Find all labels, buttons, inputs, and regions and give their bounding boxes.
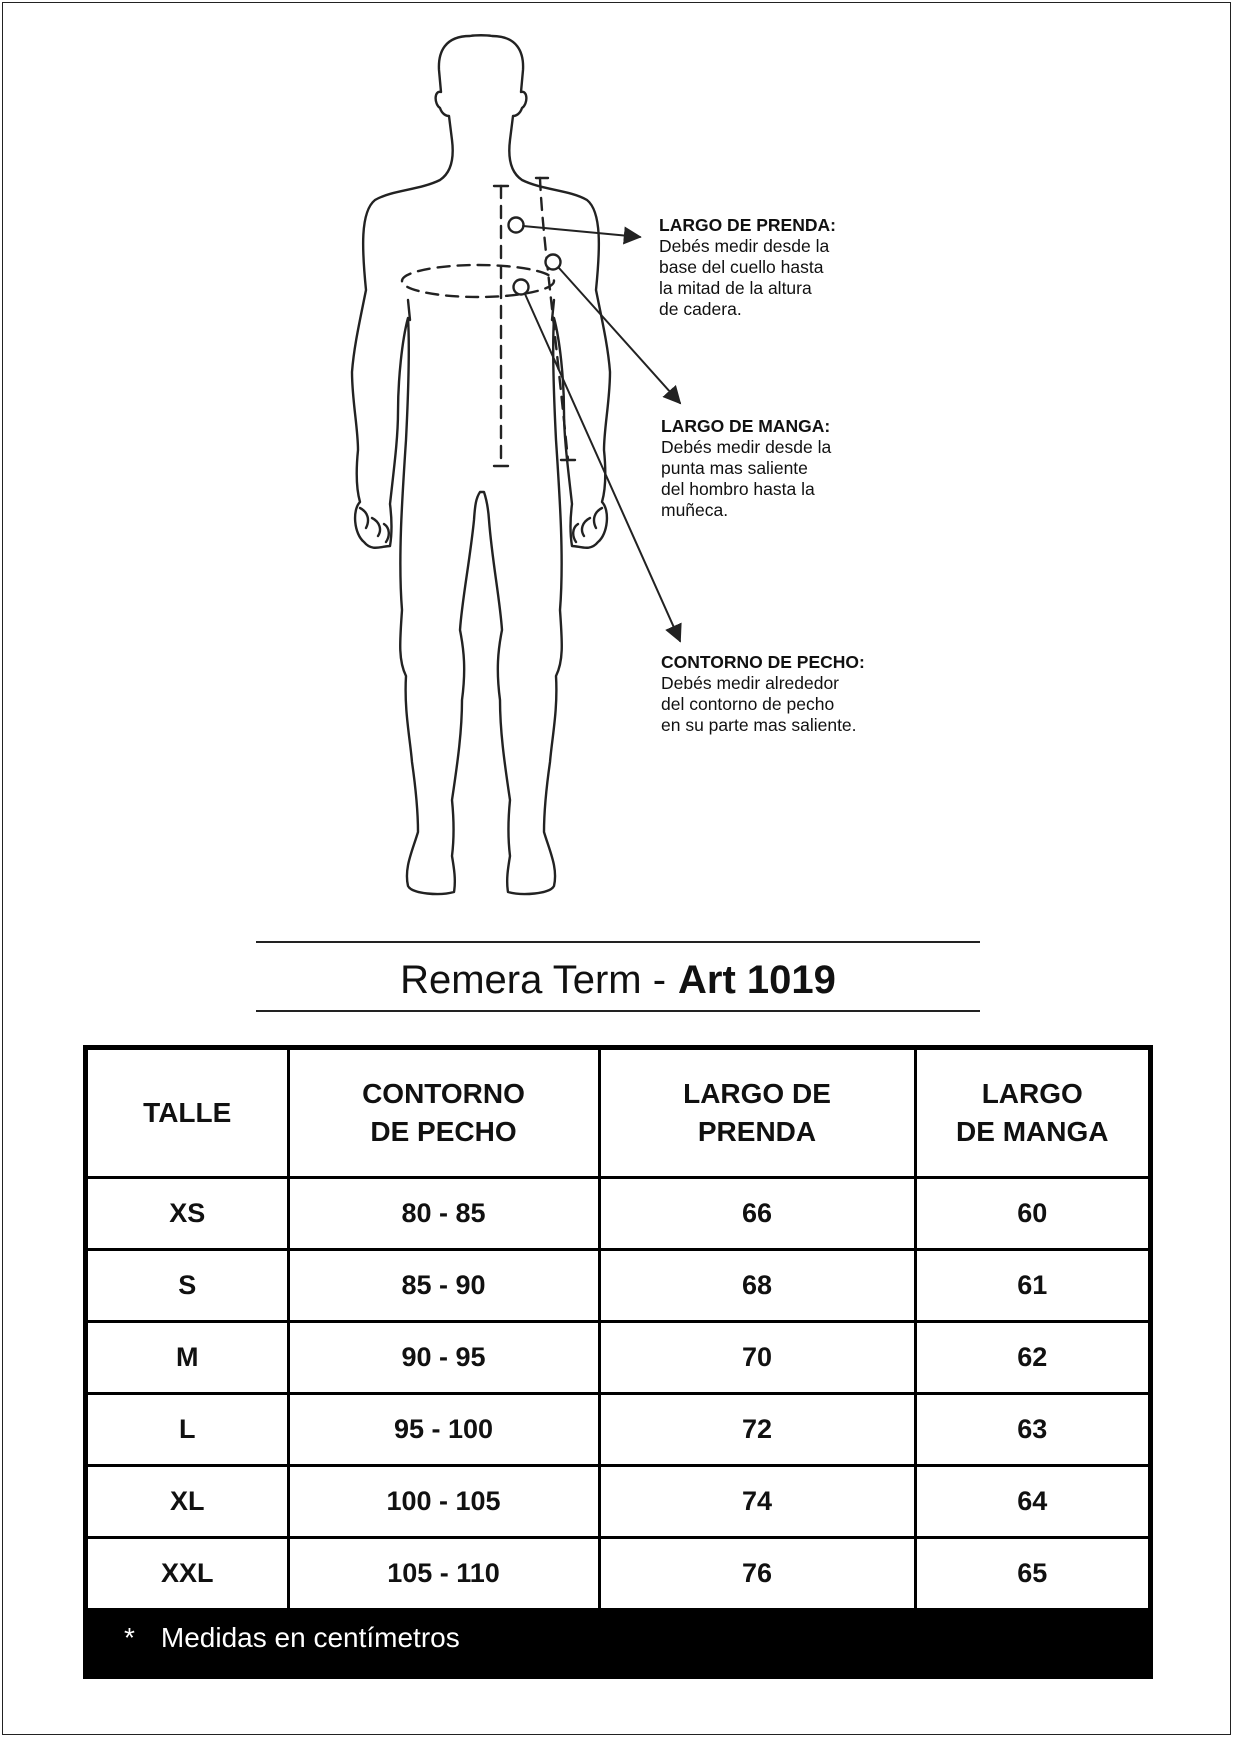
size-cell: S — [88, 1250, 288, 1322]
chest-cell: 95 - 100 — [288, 1394, 599, 1466]
product-title — [256, 950, 980, 1010]
product-name: Remera Term - — [400, 958, 667, 1002]
chest-contour-arrow — [525, 294, 680, 641]
footnote-text: Medidas en centímetros — [160, 1622, 460, 1653]
table-row — [88, 1538, 1148, 1610]
right-hand-fingers — [573, 508, 602, 542]
size-cell: M — [88, 1322, 288, 1394]
table-header-row — [88, 1050, 1148, 1178]
size-table-container — [83, 1045, 1153, 1679]
annotation-line: punta mas saliente — [661, 458, 808, 478]
footnote-marker: * — [124, 1622, 135, 1653]
annotation-line: Debés medir alrededor — [661, 673, 840, 693]
annotation-line: Debés medir desde la — [659, 236, 830, 256]
annotation-line: base del cuello hasta — [659, 257, 824, 277]
header-garment-length: LARGO DE PRENDA — [599, 1050, 915, 1178]
chest-cell: 80 - 85 — [288, 1178, 599, 1250]
chest-contour-dashed-ellipse — [402, 265, 554, 297]
garment-length-cell: 74 — [599, 1466, 915, 1538]
chest-contour-annotation — [661, 652, 865, 736]
garment-length-cell: 70 — [599, 1322, 915, 1394]
size-cell: XL — [88, 1466, 288, 1538]
body-silhouette — [352, 35, 610, 894]
annotation-line: Debés medir desde la — [661, 437, 832, 457]
product-article: Art 1019 — [678, 958, 836, 1002]
table-row — [88, 1394, 1148, 1466]
annotation-line: de cadera. — [659, 299, 742, 319]
table-row — [88, 1466, 1148, 1538]
table-row — [88, 1250, 1148, 1322]
annotation-line: del contorno de pecho — [661, 694, 835, 714]
left-hand-fingers — [360, 508, 389, 542]
size-cell: XS — [88, 1178, 288, 1250]
size-table — [88, 1050, 1148, 1611]
header-sleeve-length: LARGO DE MANGA — [915, 1050, 1148, 1178]
annotation-line: la mitad de la altura — [659, 278, 812, 298]
units-footnote — [124, 1622, 460, 1654]
garment-length-cell: 72 — [599, 1394, 915, 1466]
chest-cell: 85 - 90 — [288, 1250, 599, 1322]
size-cell: L — [88, 1394, 288, 1466]
annotation-line: muñeca. — [661, 500, 729, 520]
sleeve-length-cell: 63 — [915, 1394, 1148, 1466]
sleeve-length-cell: 65 — [915, 1538, 1148, 1610]
title-bottom-rule — [256, 1010, 980, 1012]
garment-length-cell: 66 — [599, 1178, 915, 1250]
sleeve-length-cell: 64 — [915, 1466, 1148, 1538]
chest-contour-marker — [514, 280, 529, 295]
garment-length-arrow — [523, 226, 640, 237]
chest-contour-title: CONTORNO DE PECHO: — [661, 652, 865, 672]
table-row — [88, 1178, 1148, 1250]
garment-length-cell: 76 — [599, 1538, 915, 1610]
annotation-line: del hombro hasta la — [661, 479, 815, 499]
sleeve-length-title: LARGO DE MANGA: — [661, 416, 831, 436]
sleeve-length-annotation — [661, 416, 831, 521]
annotation-line: en su parte mas saliente. — [661, 715, 857, 735]
size-cell: XXL — [88, 1538, 288, 1610]
garment-length-cell: 68 — [599, 1250, 915, 1322]
garment-length-title: LARGO DE PRENDA: — [659, 215, 836, 235]
garment-length-marker — [509, 218, 524, 233]
title-top-rule — [256, 941, 980, 943]
header-chest-contour: CONTORNO DE PECHO — [288, 1050, 599, 1178]
table-row — [88, 1322, 1148, 1394]
sleeve-length-cell: 62 — [915, 1322, 1148, 1394]
sleeve-length-cell: 61 — [915, 1250, 1148, 1322]
chest-cell: 90 - 95 — [288, 1322, 599, 1394]
chest-cell: 105 - 110 — [288, 1538, 599, 1610]
sleeve-length-marker — [546, 255, 561, 270]
garment-length-annotation — [659, 215, 836, 320]
chest-cell: 100 - 105 — [288, 1466, 599, 1538]
header-size: TALLE — [88, 1050, 288, 1178]
sleeve-length-cell: 60 — [915, 1178, 1148, 1250]
